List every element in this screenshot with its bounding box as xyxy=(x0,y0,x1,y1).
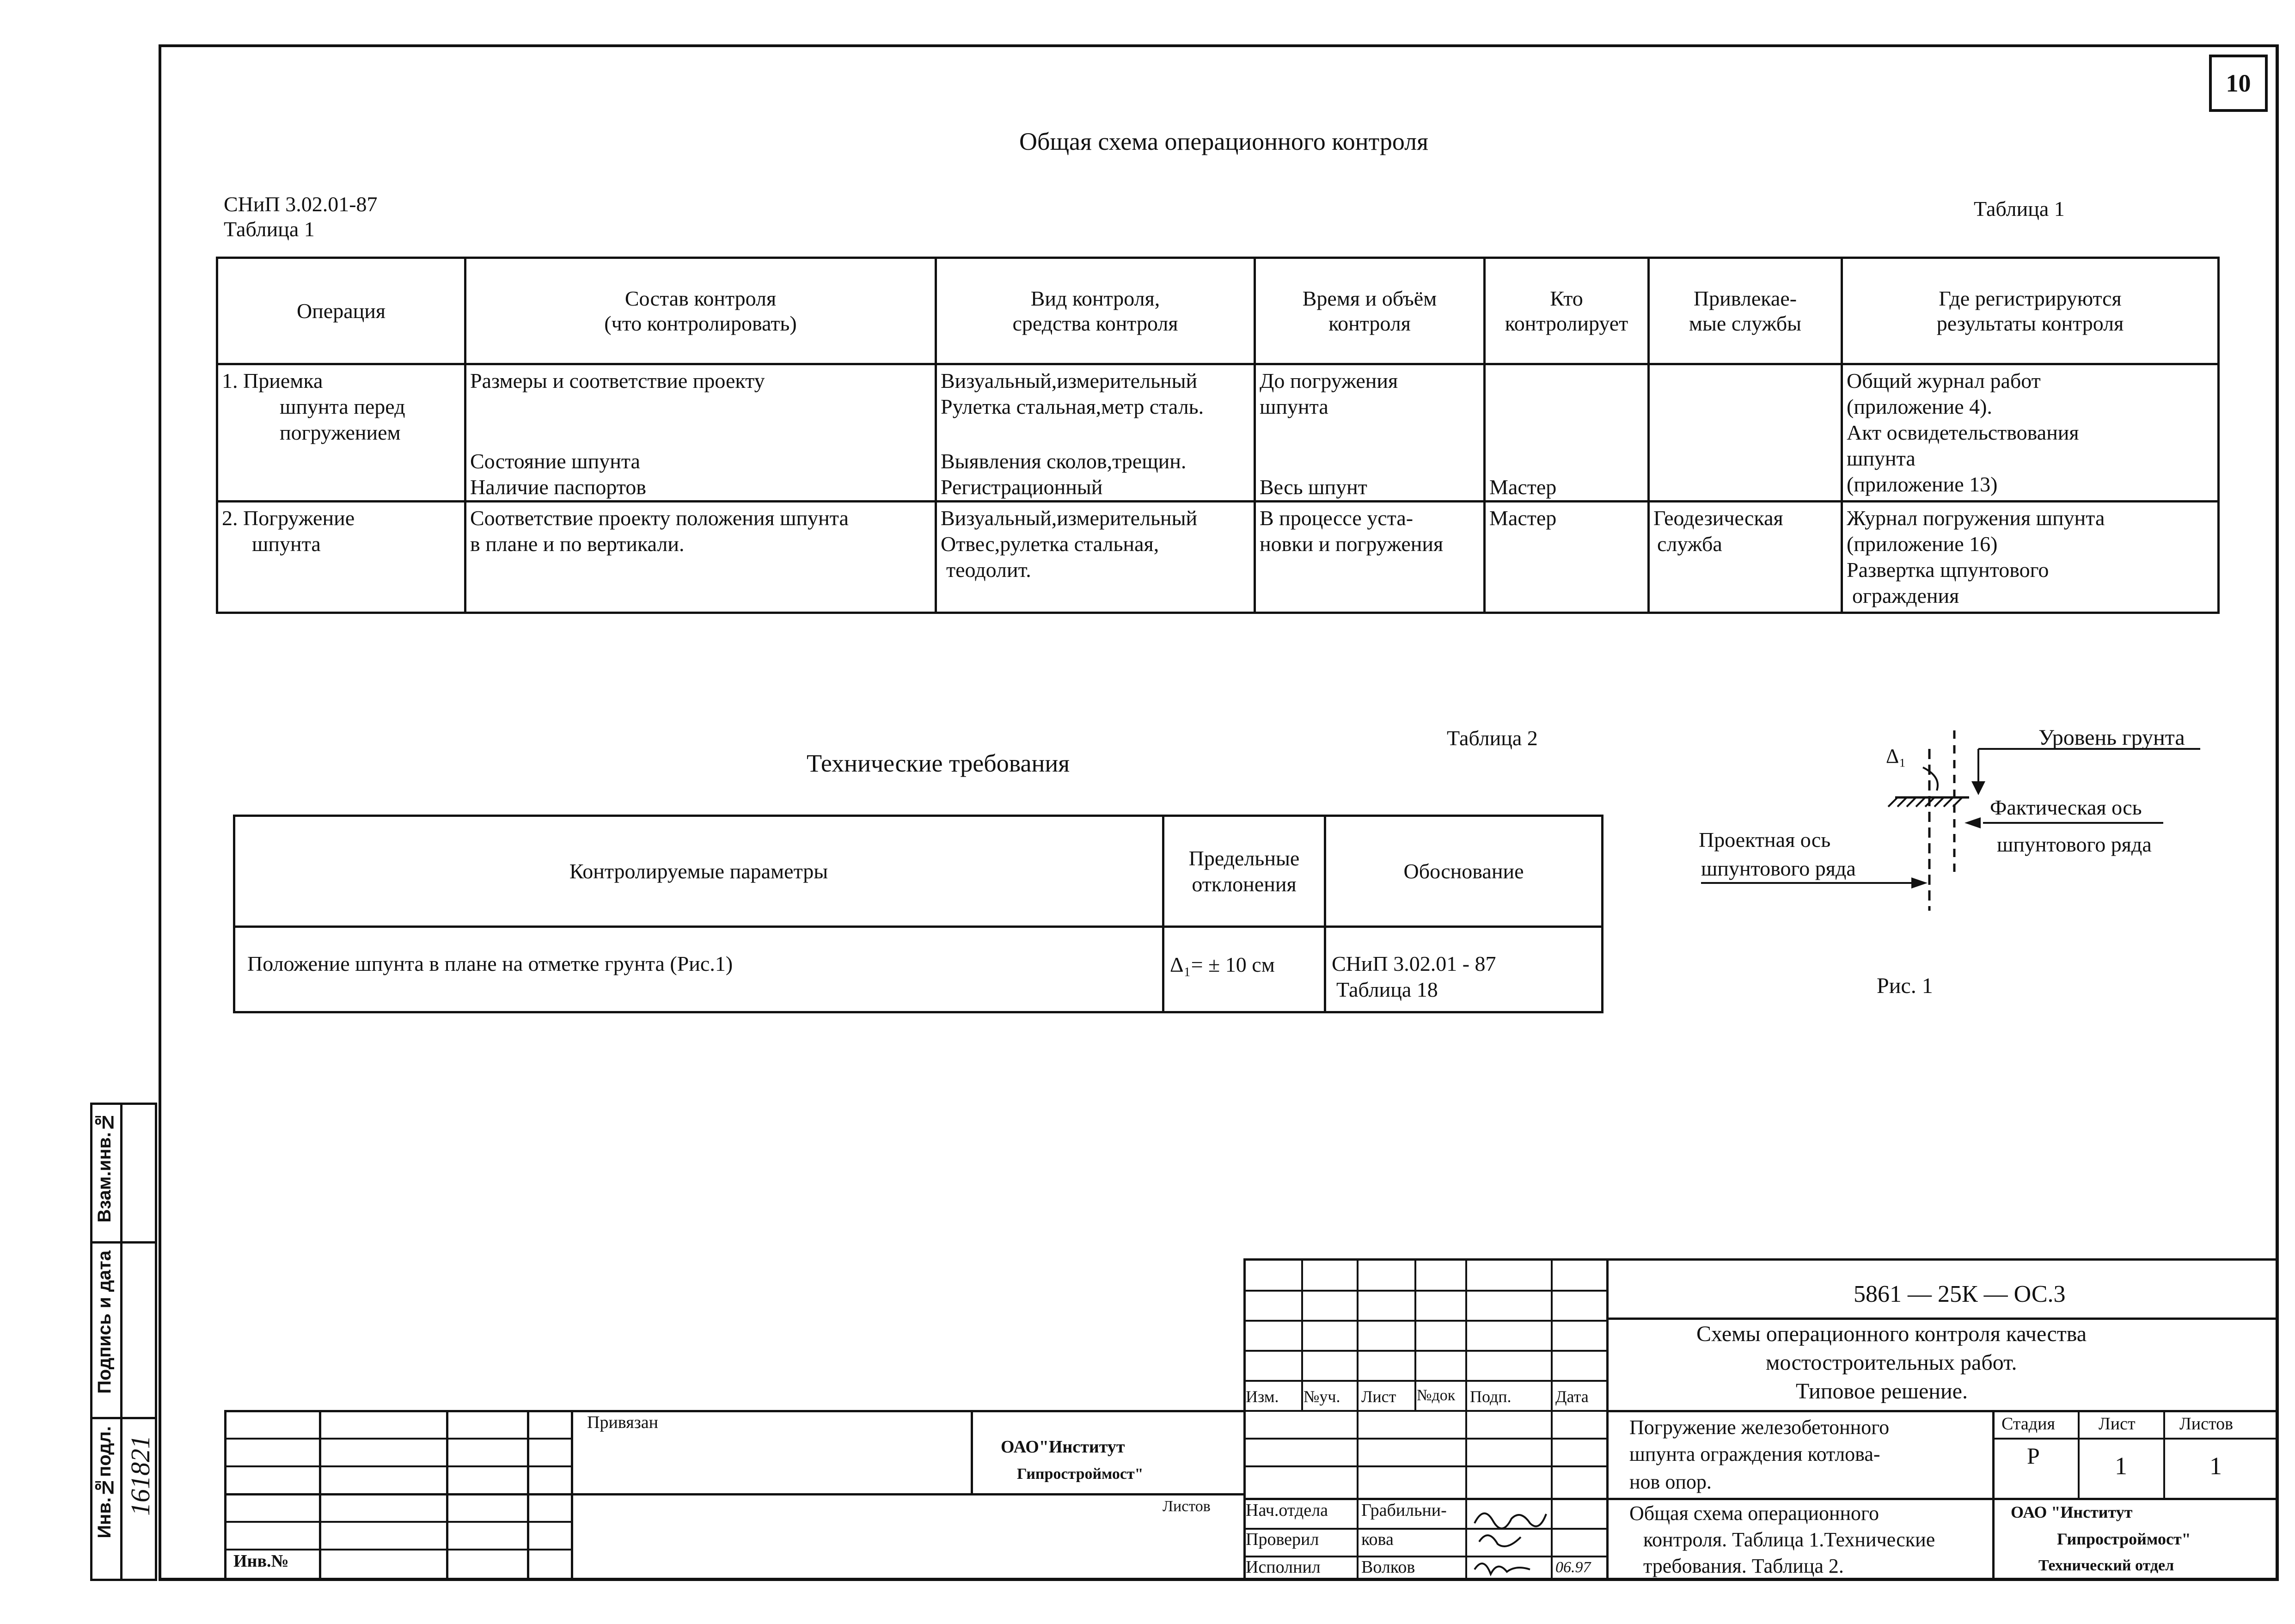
row1-who: Мастер xyxy=(1485,364,1649,502)
table2-label: Таблица 2 xyxy=(1447,726,1538,750)
basis-cell: СНиП 3.02.01 - 87 Таблица 18 xyxy=(1325,927,1603,1012)
doc-title-2: мостостроительных работ. xyxy=(1766,1350,2017,1375)
doc-title-3: Типовое решение. xyxy=(1796,1379,1968,1403)
doc-title-1: Схемы операционного контроля качества xyxy=(1696,1322,2087,1346)
ground-level-label: Уровень грунта xyxy=(2038,725,2185,750)
org-left-2: Гипростроймост" xyxy=(1017,1465,1144,1483)
role-executor: Исполнил xyxy=(1246,1557,1321,1577)
figure-caption: Рис. 1 xyxy=(1877,974,1933,998)
header-deviations: Предельные отклонения xyxy=(1163,816,1325,927)
org-right-1: ОАО "Институт xyxy=(2011,1503,2133,1521)
figure-1 xyxy=(1646,721,2228,1017)
design-axis-label-2: шпунтового ряда xyxy=(1701,857,1856,880)
row1-time: До погружения шпунта Весь шпунт xyxy=(1255,364,1485,502)
snip-table: Таблица 1 xyxy=(224,217,315,241)
param-cell: Положение шпунта в плане на отметке грунта (Рис.1) xyxy=(234,927,1163,1012)
header-who: Кто контролирует xyxy=(1485,258,1649,364)
name-head: Грабильни- xyxy=(1361,1501,1447,1520)
sign-date-label: Подпись и дата xyxy=(94,1250,115,1394)
snip-reference xyxy=(224,192,378,242)
col-list: Лист xyxy=(1361,1387,1396,1406)
org-right-2: Гипростроймост" xyxy=(2057,1530,2191,1548)
tech-requirements-title: Технические требования xyxy=(807,749,1070,777)
inv-label: Инв.№ xyxy=(233,1551,289,1571)
sheets-header: Листов xyxy=(2179,1414,2234,1434)
table1-header-row xyxy=(217,258,2219,364)
row2-where: Журнал погружения шпунта (приложение 16) Развертка щпунтового ограждения xyxy=(1842,502,2219,613)
col-nuch: №уч. xyxy=(1304,1387,1340,1406)
table2-header-row xyxy=(234,816,1603,927)
row2-services: Геодезическая служба xyxy=(1649,502,1842,613)
role-checker: Проверил xyxy=(1246,1530,1319,1549)
page-title: Общая схема операционного контроля xyxy=(1019,128,1428,155)
side-stamp xyxy=(88,1103,157,1581)
row1-services xyxy=(1649,364,1842,502)
tech-requirements-table xyxy=(233,815,1603,1013)
sheet-header: Лист xyxy=(2099,1414,2136,1434)
actual-axis-label-2: шпунтового ряда xyxy=(1997,833,2152,856)
row2-operation: 2. Погружение шпунта xyxy=(217,502,465,613)
stage-value: Р xyxy=(2027,1443,2040,1469)
header-services: Привлекае- мые службы xyxy=(1649,258,1842,364)
linked-label: Привязан xyxy=(587,1413,658,1432)
table-row xyxy=(234,927,1603,1012)
header-time: Время и объём контроля xyxy=(1255,258,1485,364)
sheet-title-3: требования. Таблица 2. xyxy=(1643,1555,1844,1577)
col-ndok: №док xyxy=(1417,1387,1456,1404)
actual-axis-label-1: Фактическая ось xyxy=(1990,796,2142,819)
role-head: Нач.отдела xyxy=(1246,1501,1328,1520)
col-podp: Подп. xyxy=(1470,1387,1512,1406)
row1-composition: Размеры и соответствие проекту Состояние шпунта Наличие паспортов xyxy=(465,364,936,502)
org-right-3: Технический отдел xyxy=(2038,1557,2174,1574)
sheets-value: 1 xyxy=(2209,1452,2222,1480)
stage-header: Стадия xyxy=(2001,1414,2055,1434)
row2-composition: Соответствие проекту положения шпунта в плане и по вертикали. xyxy=(465,502,936,613)
name-checker: кова xyxy=(1361,1530,1394,1549)
table1-label: Таблица 1 xyxy=(1974,197,2065,221)
operational-control-table xyxy=(216,257,2220,614)
org-left-1: ОАО"Институт xyxy=(1001,1437,1125,1457)
row2-time: В процессе уста- новки и погружения xyxy=(1255,502,1485,613)
sheet-value: 1 xyxy=(2115,1452,2127,1480)
header-kind: Вид контроля, средства контроля xyxy=(936,258,1255,364)
table-row xyxy=(217,502,2219,613)
delta-label: Δ₁ xyxy=(1886,745,1906,767)
inv-number: 161821 xyxy=(125,1435,155,1516)
header-basis: Обоснование xyxy=(1325,816,1603,927)
signatures xyxy=(1465,1500,1551,1581)
row1-kind: Визуальный,измерительный Рулетка стальная,метр сталь. Выявления сколов,трещин. Регистрационный xyxy=(936,364,1255,502)
doc-code: 5861 — 25К — ОС.3 xyxy=(1854,1281,2066,1307)
name-executor: Волков xyxy=(1361,1557,1415,1577)
sheet-title-1: Общая схема операционного xyxy=(1629,1502,1879,1525)
deviation-cell: Δ₁= ± 10 см xyxy=(1163,927,1325,1012)
row1-where: Общий журнал работ (приложение 4). Акт освидетельствования шпунта (приложение 13) xyxy=(1842,364,2219,502)
header-composition: Состав контроля (что контролировать) xyxy=(465,258,936,364)
object-name-2: шпунта ограждения котлова- xyxy=(1629,1443,1880,1465)
object-name-3: нов опор. xyxy=(1629,1471,1712,1493)
vzam-inv-label: Взам.инв.№ xyxy=(94,1112,115,1223)
listov-label: Листов xyxy=(1163,1498,1211,1515)
date-executor: 06.97 xyxy=(1555,1559,1591,1576)
table-row xyxy=(217,364,2219,502)
inv-podl-label: Инв.№подл. xyxy=(94,1426,115,1538)
row2-kind: Визуальный,измерительный Отвес,рулетка стальная, теодолит. xyxy=(936,502,1255,613)
snip-code: СНиП 3.02.01-87 xyxy=(224,192,378,216)
page-number: 10 xyxy=(2209,55,2268,112)
sheet-title-2: контроля. Таблица 1.Технические xyxy=(1643,1528,1935,1551)
object-name-1: Погружение железобетонного xyxy=(1629,1416,1890,1439)
row1-operation: 1. Приемка шпунта перед погружением xyxy=(217,364,465,502)
header-parameters: Контролируемые параметры xyxy=(234,816,1163,927)
header-where: Где регистрируются результаты контроля xyxy=(1842,258,2219,364)
row2-who: Мастер xyxy=(1485,502,1649,613)
design-axis-label-1: Проектная ось xyxy=(1699,828,1831,852)
col-data: Дата xyxy=(1555,1387,1589,1406)
header-operation: Операция xyxy=(217,258,465,364)
col-izm: Изм. xyxy=(1246,1387,1279,1406)
